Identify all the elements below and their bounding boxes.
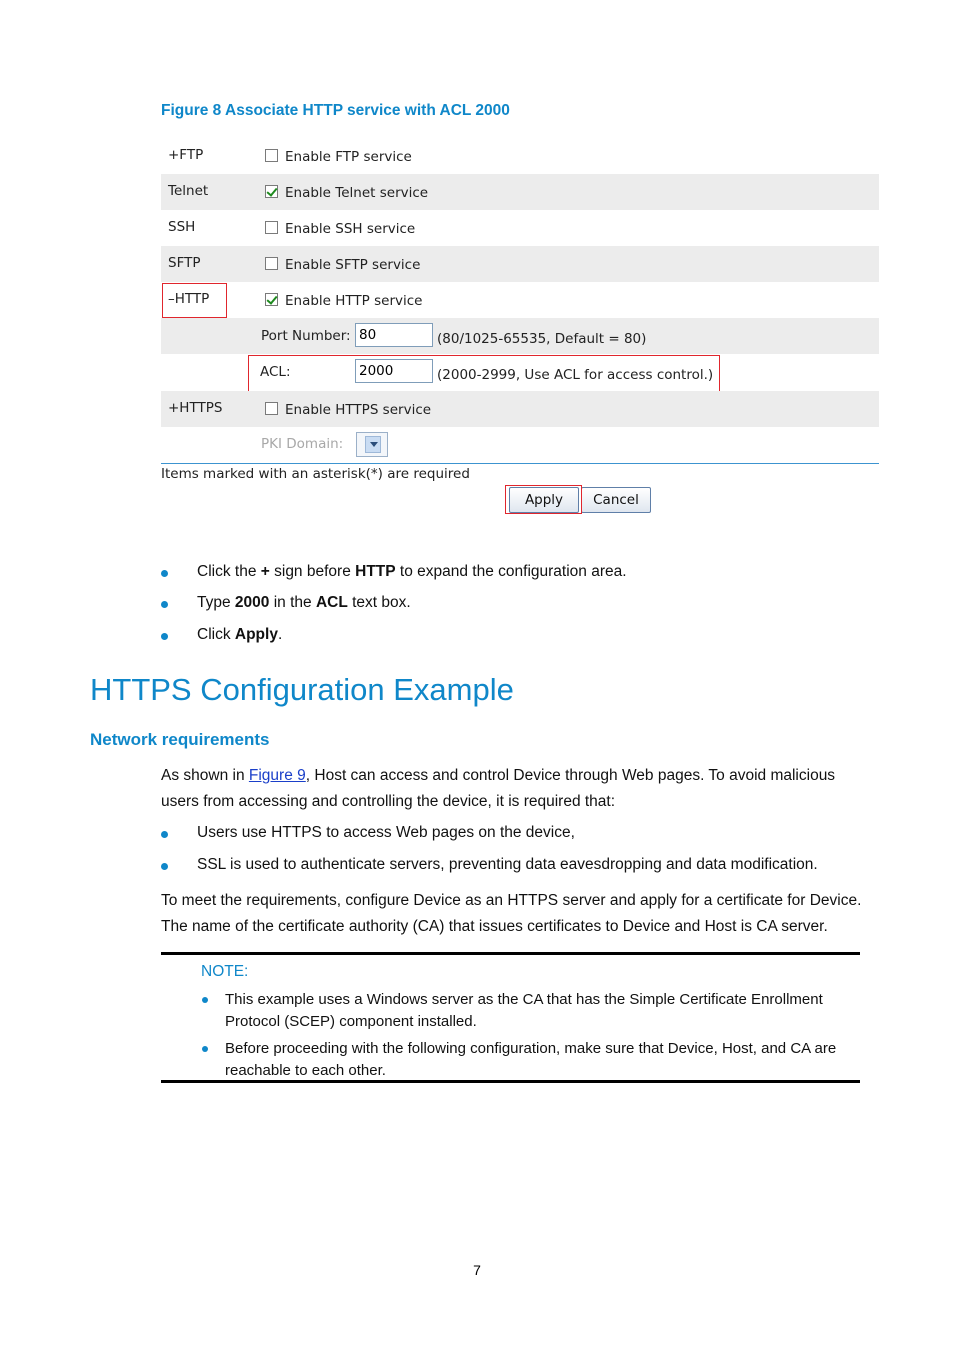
bullet-icon [161,863,168,870]
conclusion-paragraph: To meet the requirements, configure Device as an HTTPS server and apply for a certificate for Device. The name of the certificate authority (CA) that issues certificates to Device and Host is CA server. [161,892,862,935]
pki-row [161,427,879,463]
ssh-checkbox[interactable] [265,221,278,234]
http-highlight-box [162,283,227,318]
ssh-checkbox-label: Enable SSH service [285,221,416,237]
sftp-checkbox-label: Enable SFTP service [285,257,421,273]
step-type-acl: Type 2000 in the ACL text box. [197,594,411,611]
port-number-label: Port Number: [261,328,351,344]
sftp-checkbox[interactable] [265,257,278,270]
ssh-row [161,210,879,246]
ftp-checkbox[interactable] [265,149,278,162]
acl-label: ACL: [260,364,291,380]
sftp-label: SFTP [168,255,201,271]
pki-domain-label: PKI Domain: [261,436,344,452]
http-collapse-toggle[interactable]: –HTTP [168,291,210,307]
https-checkbox-label: Enable HTTPS service [285,402,432,418]
requirement-item: Users use HTTPS to access Web pages on the device, [197,824,575,841]
step-expand-http: Click the + sign before HTTP to expand the configuration area. [197,563,627,580]
figure-9-link[interactable]: Figure 9 [248,767,306,784]
divider [161,463,879,464]
note-top-rule [161,952,860,955]
bullet-icon [161,601,168,608]
http-row [161,282,879,318]
http-checkbox[interactable] [265,293,278,306]
ftp-expand-toggle[interactable]: +FTP [168,147,204,163]
note-item: Before proceeding with the following configuration, make sure that Device, Host, and CA are reachable to each other. [225,1040,837,1079]
telnet-row [161,174,879,210]
bullet-icon [161,570,168,577]
note-item: This example uses a Windows server as the CA that has the Simple Certificate Enrollment Protocol (SCEP) component installed. [225,991,823,1030]
port-number-input[interactable] [355,323,433,347]
bullet-icon [161,831,168,838]
ftp-row [161,138,879,174]
cancel-button[interactable]: Cancel [581,487,651,513]
port-number-hint: (80/1025-65535, Default = 80) [437,331,647,347]
sftp-row [161,246,879,282]
apply-highlight-box [505,485,582,514]
telnet-checkbox[interactable] [265,185,278,198]
intro-paragraph: As shown in Figure 9, Host can access and control Device through Web pages. To avoid malicious users from accessing and controlling the device, it is required that: [161,767,836,810]
https-expand-toggle[interactable]: +HTTPS [168,400,223,416]
requirement-item: SSL is used to authenticate servers, preventing data eavesdropping and data modification. [197,856,818,873]
subsection-title: Network requirements [90,730,270,749]
apply-button[interactable]: Apply [509,487,579,513]
pki-domain-select[interactable] [356,432,388,457]
telnet-checkbox-label: Enable Telnet service [285,185,429,201]
port-row [161,318,879,354]
bullet-icon [202,997,208,1003]
acl-hint: (2000-2999, Use ACL for access control.) [437,367,714,383]
http-checkbox-label: Enable HTTP service [285,293,423,309]
telnet-label: Telnet [168,183,209,199]
page-number: 7 [473,1262,481,1278]
bullet-icon [202,1046,208,1052]
https-row [161,391,879,427]
section-title: HTTPS Configuration Example [90,672,514,707]
https-checkbox[interactable] [265,402,278,415]
note-title: NOTE: [201,963,249,980]
ssh-label: SSH [168,219,196,235]
step-click-apply: Click Apply. [197,626,283,643]
ftp-checkbox-label: Enable FTP service [285,149,412,165]
chevron-down-icon [365,436,381,453]
figure-caption: Figure 8 Associate HTTP service with ACL 2000 [161,102,510,119]
required-note: Items marked with an asterisk(*) are required [161,466,470,482]
note-bottom-rule [161,1080,860,1083]
bullet-icon [161,633,168,640]
acl-highlight-box [248,355,720,392]
